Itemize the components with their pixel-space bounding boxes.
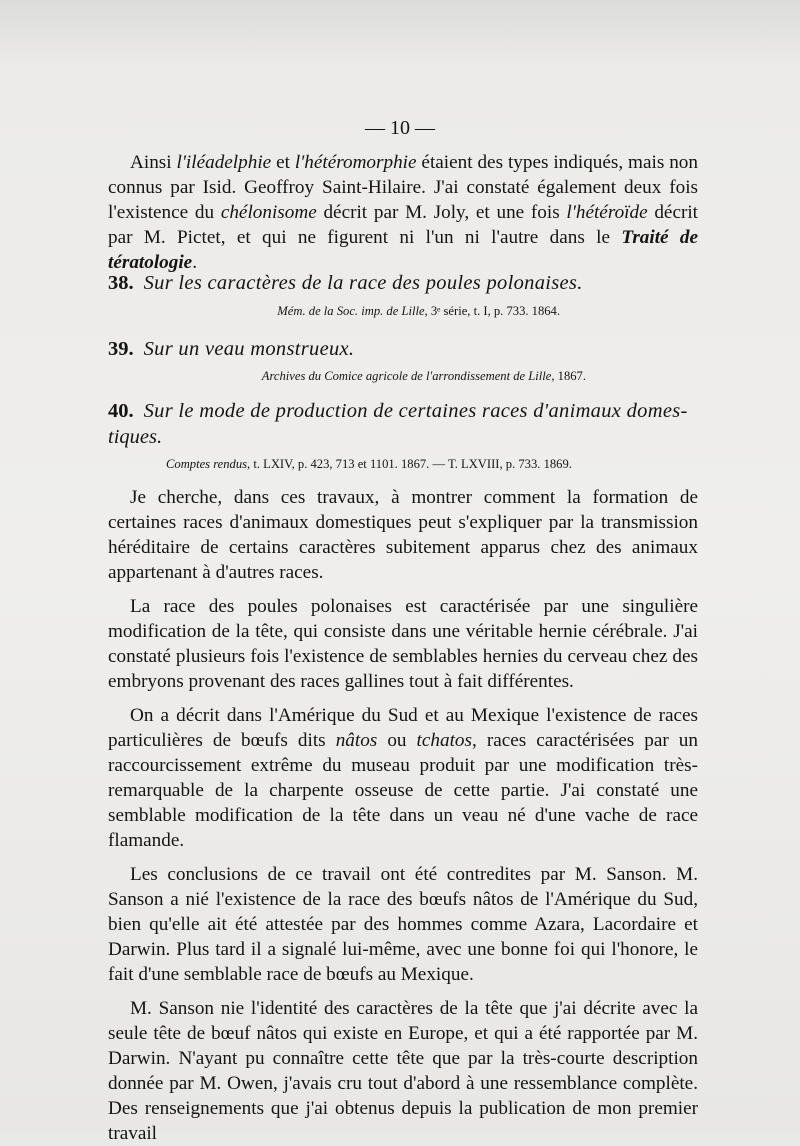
term-natos: nâtos (335, 730, 378, 751)
entry-39 (108, 336, 698, 384)
entry-heading (108, 270, 698, 296)
entry-40 (108, 398, 698, 472)
entry-title: Sur les caractères de la race des poules polonaises. (143, 272, 583, 294)
term-chelonisome: chélonisome (220, 202, 317, 223)
paragraph-3-ou: ou (377, 730, 417, 751)
paragraph-4: Les conclusions de ce travail ont été contredites par M. Sanson. M. Sanson a nié l'existence de la race des bœufs nâtos de l'Amérique du Sud, bien qu'elle ait été attestée par des hommes comme Azara, Lacordaire et Darwin. Plus tard il a signalé lui-même, avec une bonne foi qui l'honore, le fait d'une semblable race de bœufs au Mexique. (108, 864, 698, 985)
reference-source: Archives du Comice agricole de l'arrondissement de Lille, (261, 369, 555, 383)
entry-reference (108, 368, 698, 384)
intro-end: . (192, 252, 197, 273)
term-ileadelphie: l'iléadelphie (176, 152, 272, 173)
entry-number: 38. (108, 272, 134, 294)
intro-text-c: et (271, 152, 295, 173)
entry-heading (108, 336, 698, 362)
reference-details: t. LXIV, p. 423, 713 et 1101. 1867. — T. LXVIII, p. 733. 1869. (250, 457, 572, 471)
intro-text-pictet: décrit par M. Pictet, et qui ne figurent ni l'un ni l'autre dans le (108, 202, 699, 248)
reference-details: 1867. (554, 369, 586, 383)
paragraph-3 (108, 703, 698, 853)
term-tchatos: tchatos (416, 730, 472, 751)
reference-details: 3ᵉ série, t. I, p. 733. 1864. (427, 304, 560, 318)
intro-text-e: étaient des types indiqués, mais non connus par Isid. Geoffroy Saint-Hilaire. J'ai constaté également deux fois l'existence du (108, 152, 698, 223)
book-traite-teratologie: Traité de tératologie (108, 227, 698, 273)
entry-38 (108, 270, 698, 319)
paragraph-5: M. Sanson nie l'identité des caractères de la tête que j'ai décrite avec la seule tête de bœuf nâtos qui existe en Europe, et qui a été rapportée par M. Darwin. N'ayant pu connaître cette tête que par la très-courte description donnée par M. Owen, j'avais cru tout d'abord à une ressemblance complète. Des renseignements que j'ai obtenus depuis la publication de mon premier travail (108, 998, 698, 1144)
term-heteroide: l'hétéroïde (566, 202, 648, 223)
entry-number: 39. (108, 338, 134, 360)
entry-reference (108, 456, 698, 472)
entry-title-continuation: tiques. (108, 426, 163, 448)
paragraph-3-text-b: , races caractérisées par un raccourcissement extrême du museau produit par une modification très-remarquable de la charpente osseuse de cette partie. J'ai constaté une semblable modification de la tête dans un veau né d'une vache de race flamande. (108, 730, 698, 851)
reference-source: Mém. de la Soc. imp. de Lille, (277, 304, 428, 318)
paragraph-1: Je cherche, dans ces travaux, à montrer comment la formation de certaines races d'animaux domestiques peut s'expliquer par la transmission héréditaire de certains caractères subitement apparus chez des animaux appartenant à d'autres races. (108, 487, 698, 583)
entry-heading (108, 398, 698, 424)
paragraph-3-text-a: On a décrit dans l'Amérique du Sud et au Mexique l'existence de races particulières de bœufs dits (108, 705, 698, 751)
page-number: — 10 — (365, 117, 435, 139)
paragraph-2: La race des poules polonaises est caractérisée par une singulière modification de la tête, qui consiste dans une véritable hernie cérébrale. J'ai constaté plusieurs fois l'existence de semblables hernies du cerveau chez des embryons provenant des races gallines tout à fait différentes. (108, 596, 698, 692)
entry-title: Sur le mode de production de certaines races d'animaux domes- (143, 400, 688, 422)
entry-reference (108, 303, 698, 319)
entry-title: Sur un veau monstrueux. (143, 338, 355, 360)
entry-number: 40. (108, 400, 134, 422)
term-heteromorphie: l'hétéromorphie (294, 152, 417, 173)
intro-text-a: Ainsi (130, 152, 177, 173)
intro-paragraph (108, 150, 698, 275)
intro-text-joly: décrit par M. Joly, et une fois (316, 202, 567, 223)
intro-paragraph-block (108, 150, 698, 275)
body-text (108, 485, 698, 1146)
reference-source: Comptes rendus, (166, 457, 251, 471)
